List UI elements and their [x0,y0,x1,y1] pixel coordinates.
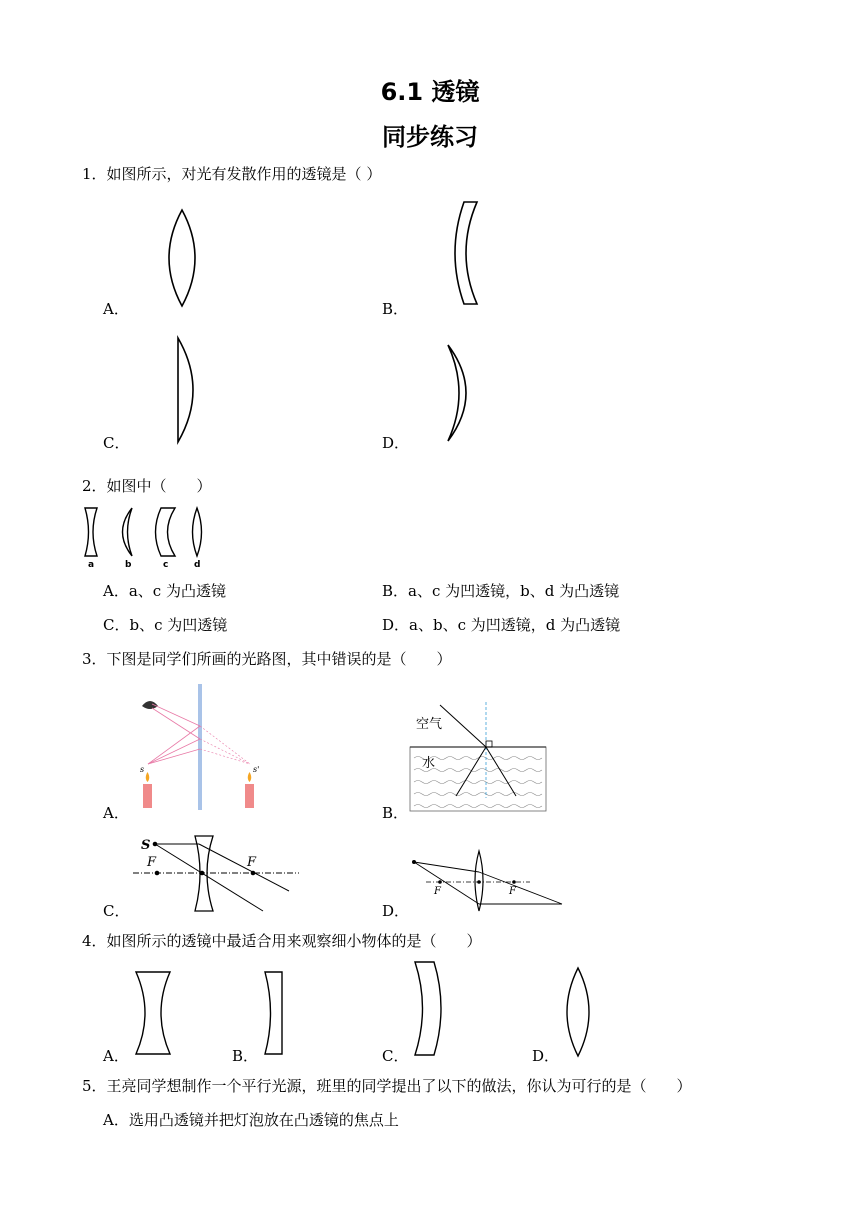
page-title: 6.1 透镜 [380,78,480,106]
q4-lens-c-concave-meniscus [410,960,450,1057]
q2-lens-d [193,508,202,556]
q4-option-a[interactable]: A． [103,1047,129,1065]
q1-lens-c-planoconvex [170,336,200,444]
q3c-label-s: S [141,838,151,853]
q3-figure-c-concave-lens [133,833,303,915]
q2-option-c[interactable]: C．b、c 为凹透镜 [103,616,228,634]
question-1-stem: 1．如图所示，对光有发散作用的透镜是（ ） [82,165,382,183]
q3-option-a[interactable]: A． [103,804,129,822]
q4-option-b[interactable]: B． [232,1047,259,1065]
q2-label-a: a [88,560,95,570]
q4-option-c[interactable]: C． [382,1047,409,1065]
q3d-label-f-right: F [509,886,516,897]
q2-option-b[interactable]: B．a、c 为凹透镜，b、d 为凸透镜 [382,582,620,600]
q3a-label-s: s [140,765,145,774]
q2-label-c: c [163,560,169,570]
q1-option-b[interactable]: B． [382,300,409,318]
q3d-label-f-left: F [434,886,441,897]
q3-option-c[interactable]: C． [103,902,130,920]
q3-figure-a-plane-mirror [130,684,280,810]
q3c-label-f-right: F [247,855,257,870]
q3a-label-s-prime: s' [253,765,260,774]
q2-label-d: d [194,560,201,570]
question-2-stem: 2．如图中（ ） [82,477,212,495]
q1-lens-b-concave-meniscus [450,200,490,306]
q4-option-d[interactable]: D． [532,1047,560,1065]
q2-lens-c [156,508,176,556]
q1-option-d[interactable]: D． [382,434,410,452]
q2-lens-b [123,508,133,556]
q3b-label-air: 空气 [416,717,443,732]
q4-lens-b-planoconcave [260,970,290,1056]
q3c-label-f-left: F [147,855,157,870]
q2-lens-figure [80,505,220,570]
q4-lens-d-biconvex [560,966,600,1058]
q2-label-b: b [125,560,132,570]
q5-option-a[interactable]: A．选用凸透镜并把灯泡放在凸透镜的焦点上 [103,1111,399,1129]
q2-option-d[interactable]: D．a、b、c 为凹透镜，d 为凸透镜 [382,616,621,634]
q3b-label-water: 水 [422,756,436,771]
q3-figure-d-convex-lens [410,848,566,914]
question-5-stem: 5．王亮同学想制作一个平行光源，班里的同学提出了以下的做法，你认为可行的是（ ） [82,1077,692,1095]
q1-lens-d-convex-meniscus [440,343,480,443]
question-3-stem: 3．下图是同学们所画的光路图，其中错误的是（ ） [82,650,452,668]
question-4-stem: 4．如图所示的透镜中最适合用来观察细小物体的是（ ） [82,932,482,950]
q4-lens-a-biconcave [130,970,180,1056]
q1-option-c[interactable]: C． [103,434,130,452]
q1-lens-a-biconvex [160,208,210,308]
q2-option-a[interactable]: A．a、c 为凸透镜 [103,582,226,600]
q2-lens-a [85,508,97,556]
q3-option-d[interactable]: D． [382,902,410,920]
q3-option-b[interactable]: B． [382,804,409,822]
q1-option-a[interactable]: A． [103,300,129,318]
q3-figure-b-refraction [410,700,550,812]
page-subtitle: 同步练习 [382,123,478,151]
